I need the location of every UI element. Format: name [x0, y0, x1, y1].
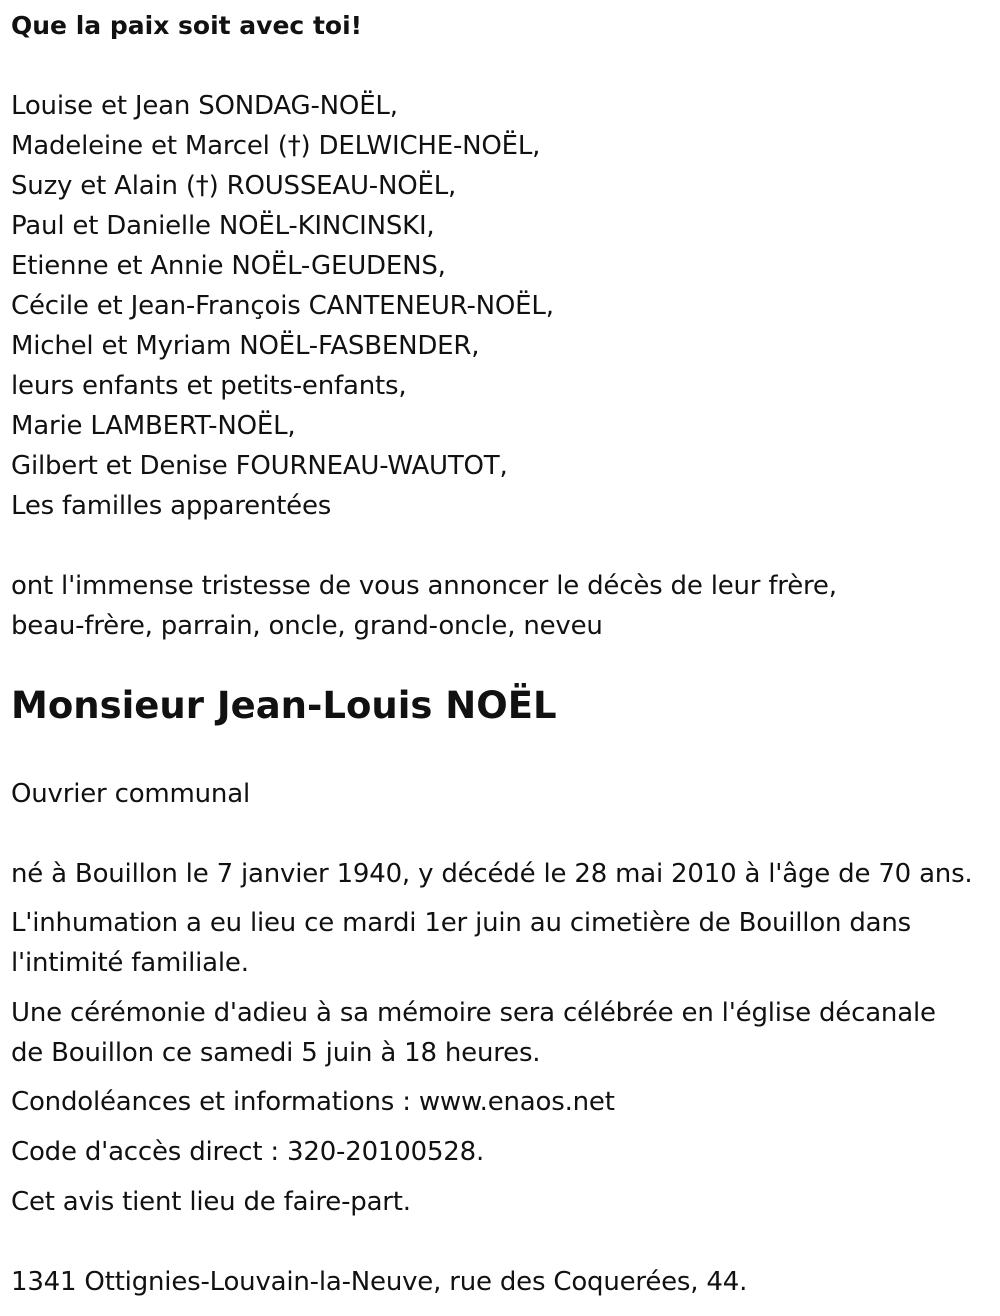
access-code: Code d'accès direct : 320-20100528.: [11, 1137, 485, 1167]
family-line: Paul et Danielle NOËL-KINCINSKI,: [11, 211, 435, 241]
condolences-info: Condoléances et informations : www.enaos.net: [11, 1087, 615, 1117]
family-line: Michel et Myriam NOËL-FASBENDER,: [11, 331, 480, 361]
family-list: [11, 86, 554, 526]
ceremony-line: Une cérémonie d'adieu à sa mémoire sera célébrée en l'église décanale: [11, 998, 936, 1028]
family-line: Gilbert et Denise FOURNEAU-WAUTOT,: [11, 451, 508, 481]
family-line: Suzy et Alain (†) ROUSSEAU-NOËL,: [11, 171, 457, 201]
profession: Ouvrier communal: [11, 779, 250, 809]
address: 1341 Ottignies-Louvain-la-Neuve, rue des Coquerées, 44.: [11, 1267, 748, 1297]
family-line: Etienne et Annie NOËL-GEUDENS,: [11, 251, 446, 281]
ceremony-info: [11, 993, 936, 1073]
announcement-line: beau-frère, parrain, oncle, grand-oncle, neveu: [11, 611, 603, 641]
burial-line: L'inhumation a eu lieu ce mardi 1er juin au cimetière de Bouillon dans: [11, 908, 912, 938]
notice-text: Cet avis tient lieu de faire-part.: [11, 1187, 411, 1217]
burial-info: [11, 903, 911, 983]
family-line: Cécile et Jean-François CANTENEUR-NOËL,: [11, 291, 554, 321]
birth-death-info: né à Bouillon le 7 janvier 1940, y décédé le 28 mai 2010 à l'âge de 70 ans.: [11, 859, 973, 889]
family-line: Madeleine et Marcel (†) DELWICHE-NOËL,: [11, 131, 541, 161]
announcement-line: ont l'immense tristesse de vous annoncer le décès de leur frère,: [11, 571, 837, 601]
announcement: [11, 566, 837, 646]
family-line: Louise et Jean SONDAG-NOËL,: [11, 91, 398, 121]
ceremony-line: de Bouillon ce samedi 5 juin à 18 heures.: [11, 1038, 541, 1068]
family-line: Les familles apparentées: [11, 491, 332, 521]
family-line: leurs enfants et petits-enfants,: [11, 371, 407, 401]
greeting-heading: Que la paix soit avec toi!: [11, 11, 363, 40]
burial-line: l'intimité familiale.: [11, 948, 249, 978]
family-line: Marie LAMBERT-NOËL,: [11, 411, 296, 441]
deceased-name: Monsieur Jean-Louis NOËL: [11, 684, 557, 727]
